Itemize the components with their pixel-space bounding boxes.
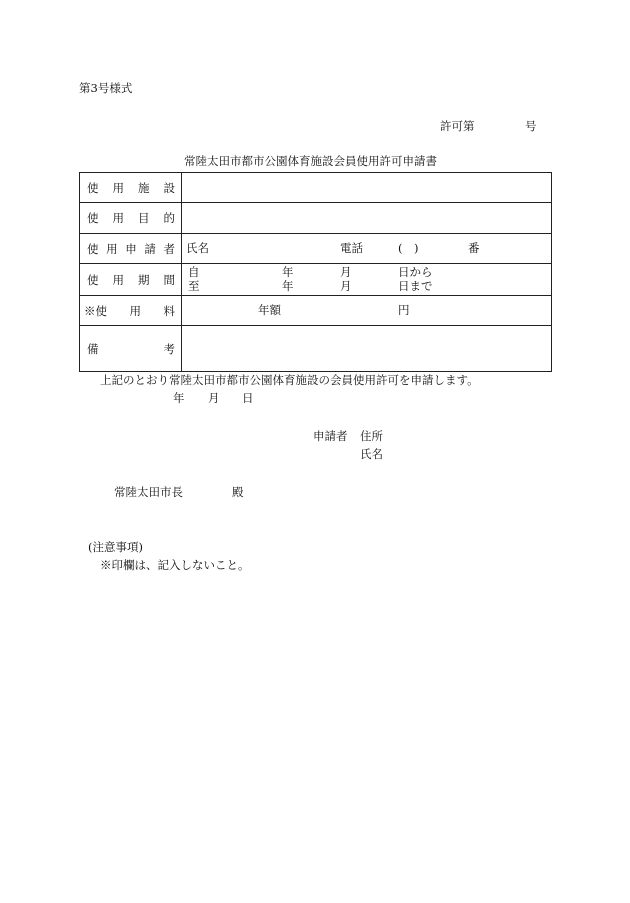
purpose-label-cell (80, 203, 182, 234)
notes-title: (注意事項) (88, 540, 143, 554)
fee-yen: 円 (398, 303, 410, 317)
remarks-label-cell (80, 326, 182, 372)
period-from-year: 年 (282, 265, 294, 279)
phone-suffix: 番 (468, 241, 480, 255)
row-fee (80, 296, 552, 326)
period-from-month: 月 (340, 265, 352, 279)
applicant-value-cell[interactable] (182, 234, 552, 264)
notes-item: ※印欄は、記入しないこと。 (100, 558, 250, 572)
row-remarks (80, 326, 552, 372)
form-number: 第3号様式 (79, 81, 133, 95)
applicant-label-cell (80, 234, 182, 264)
period-to-day: 日まで (398, 279, 433, 293)
row-facility (80, 173, 552, 203)
application-table (79, 172, 552, 372)
phone-label: 電話 (340, 241, 363, 255)
applicant-name-label: 氏名 (186, 241, 209, 255)
facility-label-cell (80, 173, 182, 203)
applicant-name-label-bottom: 氏名 (360, 447, 383, 461)
applicant-label: 申請者 (313, 429, 348, 443)
declaration-day: 日 (242, 391, 254, 405)
period-label-cell (80, 264, 182, 296)
form-title: 常陸太田市都市公園体育施設会員使用許可申請書 (184, 154, 437, 168)
remarks-label: 備 考 (87, 341, 175, 356)
declaration-month: 月 (208, 391, 220, 405)
period-from-prefix: 自 (188, 265, 200, 279)
period-to-month: 月 (340, 279, 352, 293)
purpose-label: 使 用 目 的 (87, 211, 175, 225)
address-label: 住所 (360, 429, 383, 443)
row-period (80, 264, 552, 296)
permit-number-prefix: 許可第 (440, 119, 475, 133)
addressee-mayor: 常陸太田市長 (114, 485, 183, 499)
declaration-text: 上記のとおり常陸太田市都市公園体育施設の会員使用許可を申請します。 (100, 373, 479, 387)
row-purpose (80, 203, 552, 234)
period-from-day: 日から (398, 265, 433, 279)
fee-label-cell (80, 296, 182, 326)
row-applicant (80, 234, 552, 264)
period-label: 使 用 期 間 (87, 272, 175, 287)
remarks-value-cell[interactable] (182, 326, 552, 372)
applicant-label: 使 用 申 請 者 (87, 241, 175, 256)
fee-annual-label: 年額 (258, 303, 281, 317)
period-to-year: 年 (282, 279, 294, 293)
period-value-cell[interactable] (182, 264, 552, 296)
phone-paren: ( ) (398, 241, 419, 255)
addressee-honorific: 殿 (232, 485, 244, 499)
declaration-year: 年 (173, 391, 185, 405)
permit-number-suffix: 号 (525, 119, 537, 133)
facility-value-cell[interactable] (182, 173, 552, 203)
period-to-prefix: 至 (188, 279, 200, 293)
fee-label: ※使 用 料 (84, 303, 175, 318)
fee-value-cell[interactable] (182, 296, 552, 326)
facility-label: 使 用 施 設 (87, 180, 175, 195)
purpose-value-cell[interactable] (182, 203, 552, 234)
